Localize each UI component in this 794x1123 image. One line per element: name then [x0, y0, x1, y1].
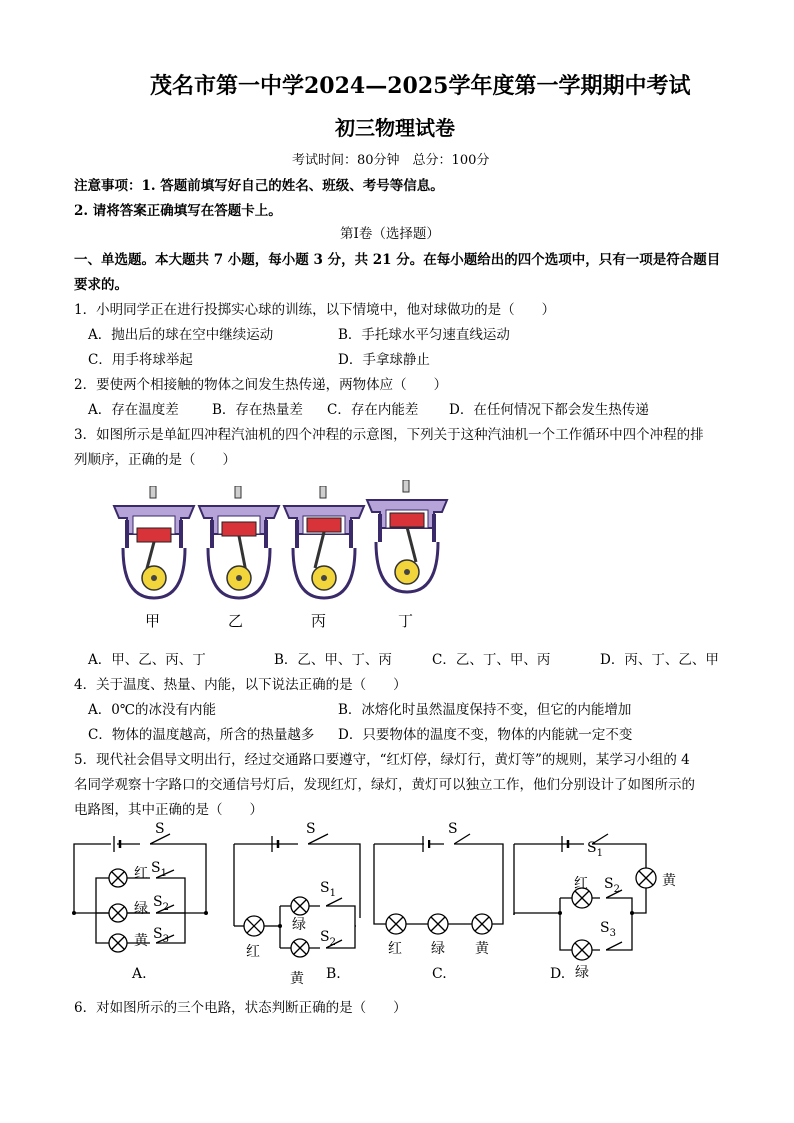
section-intro-line-2: 要求的。	[74, 277, 128, 293]
q1-option-d[interactable]: D．手拿球静止	[338, 352, 430, 368]
circuit-d-s3: $S_3$	[600, 920, 616, 939]
circuit-b-green-label: 绿	[292, 917, 306, 933]
circuit-diagram-a	[70, 818, 230, 988]
q5-stem-line-2: 名同学观察十字路口的交通信号灯后，发现红灯，绿灯，黄灯可以独立工作，他们分别设计了如图所示的	[74, 777, 695, 793]
engine-caption-yi: 乙	[228, 612, 244, 630]
circuit-a-yellow-label: 黄	[134, 933, 148, 949]
engine-caption-ding: 丁	[398, 612, 414, 630]
q4-option-b[interactable]: B．冰熔化时虽然温度保持不变，但它的内能增加	[338, 702, 632, 718]
circuit-b-label: B.	[326, 966, 341, 982]
circuit-c-red-label: 红	[388, 941, 402, 957]
circuit-b-red-label: 红	[246, 944, 260, 960]
q3-option-c[interactable]: C．乙、丁、甲、丙	[432, 652, 551, 668]
circuit-a-green-label: 绿	[134, 901, 148, 917]
circuit-b-s2: $S_2$	[320, 929, 336, 948]
q2-option-a[interactable]: A．存在温度差	[88, 402, 179, 418]
q1-stem: 1．小明同学正在进行投掷实心球的训练，以下情境中，他对球做功的是（ ）	[74, 302, 556, 318]
circuit-a-label: A.	[132, 966, 147, 982]
q2-option-b[interactable]: B．存在热量差	[212, 402, 303, 418]
q5-stem-line-3: 电路图，其中正确的是（ ）	[74, 802, 263, 818]
q4-stem: 4．关于温度、热量、内能，以下说法正确的是（ ）	[74, 677, 407, 693]
notice-line-2: 2. 请将答案正确填写在答题卡上。	[74, 203, 282, 219]
q2-option-c[interactable]: C．存在内能差	[327, 402, 419, 418]
circuit-c-green-label: 绿	[431, 941, 445, 957]
circuit-d-red-label: 红	[574, 876, 588, 892]
circuit-b-s1: $S_1$	[320, 880, 336, 899]
q4-option-a[interactable]: A．0℃的冰没有内能	[88, 702, 216, 718]
q6-stem: 6．对如图所示的三个电路，状态判断正确的是（ ）	[74, 1000, 407, 1016]
circuit-a-s1: $S_1$	[151, 860, 167, 879]
engine-diagram-jia	[109, 486, 199, 606]
circuit-b-switch-s: S	[306, 821, 316, 837]
circuit-a-red-label: 红	[134, 866, 148, 882]
q3-option-a[interactable]: A．甲、乙、丙、丁	[88, 652, 206, 668]
exam-info: 考试时间：80分钟 总分：100分	[292, 153, 490, 168]
q4-option-c[interactable]: C．物体的温度越高，所含的热量越多	[88, 727, 315, 743]
engine-diagram-ding	[362, 480, 452, 600]
circuit-c-label: C.	[432, 966, 447, 982]
engine-diagram-bing	[279, 486, 369, 606]
circuit-b-yellow-label: 黄	[290, 971, 304, 987]
circuit-a-s3: $S_3$	[153, 926, 169, 945]
engine-diagram-yi	[194, 486, 284, 606]
q1-option-a[interactable]: A．抛出后的球在空中继续运动	[88, 327, 274, 343]
q3-stem-line-1: 3．如图所示是单缸四冲程汽油机的四个冲程的示意图，下列关于这种汽油机一个工作循环中四个冲程的排	[74, 427, 704, 443]
circuit-diagram-b	[230, 818, 370, 988]
circuit-c-yellow-label: 黄	[475, 941, 489, 957]
circuit-d-yellow-label: 黄	[662, 873, 676, 889]
q5-stem-line-1: 5．现代社会倡导文明出行，经过交通路口要遵守，“红灯停，绿灯行，黄灯等”的规则，某学习小组的 4	[74, 752, 690, 768]
engine-caption-jia: 甲	[145, 612, 161, 630]
exam-subtitle: 初三物理试卷	[335, 116, 455, 140]
notice-line-1: 注意事项：1. 答题前填写好自己的姓名、班级、考号等信息。	[74, 178, 444, 194]
q4-option-d[interactable]: D．只要物体的温度不变，物体的内能就一定不变	[338, 727, 633, 743]
q1-option-b[interactable]: B．手托球水平匀速直线运动	[338, 327, 510, 343]
circuit-d-label: D.	[550, 966, 566, 982]
q2-stem: 2．要使两个相接触的物体之间发生热传递，两物体应（ ）	[74, 377, 448, 393]
circuit-d-s2: $S_2$	[604, 876, 620, 895]
circuit-d-green-label: 绿	[575, 965, 589, 981]
q3-stem-line-2: 列顺序，正确的是（ ）	[74, 452, 236, 468]
engine-caption-bing: 丙	[311, 612, 327, 630]
q1-option-c[interactable]: C．用手将球举起	[88, 352, 193, 368]
circuit-d-s: $S_1$	[587, 840, 603, 859]
section-title: 第Ⅰ卷（选择题）	[340, 226, 440, 242]
circuit-a-s2: $S_2$	[153, 894, 169, 913]
circuit-c-switch-s: S	[448, 821, 458, 837]
circuit-a-switch-s: S	[155, 821, 165, 837]
section-intro-line-1: 一、单选题。本大题共 7 小题，每小题 3 分，共 21 分。在每小题给出的四个选项中，只有一项是符合题目	[74, 252, 721, 268]
exam-title: 茂名市第一中学2024—2025学年度第一学期期中考试	[150, 73, 691, 99]
q3-option-d[interactable]: D．丙、丁、乙、甲	[600, 652, 719, 668]
q3-option-b[interactable]: B．乙、甲、丁、丙	[274, 652, 392, 668]
q2-option-d[interactable]: D．在任何情况下都会发生热传递	[449, 402, 649, 418]
circuit-diagram-c	[370, 818, 510, 938]
